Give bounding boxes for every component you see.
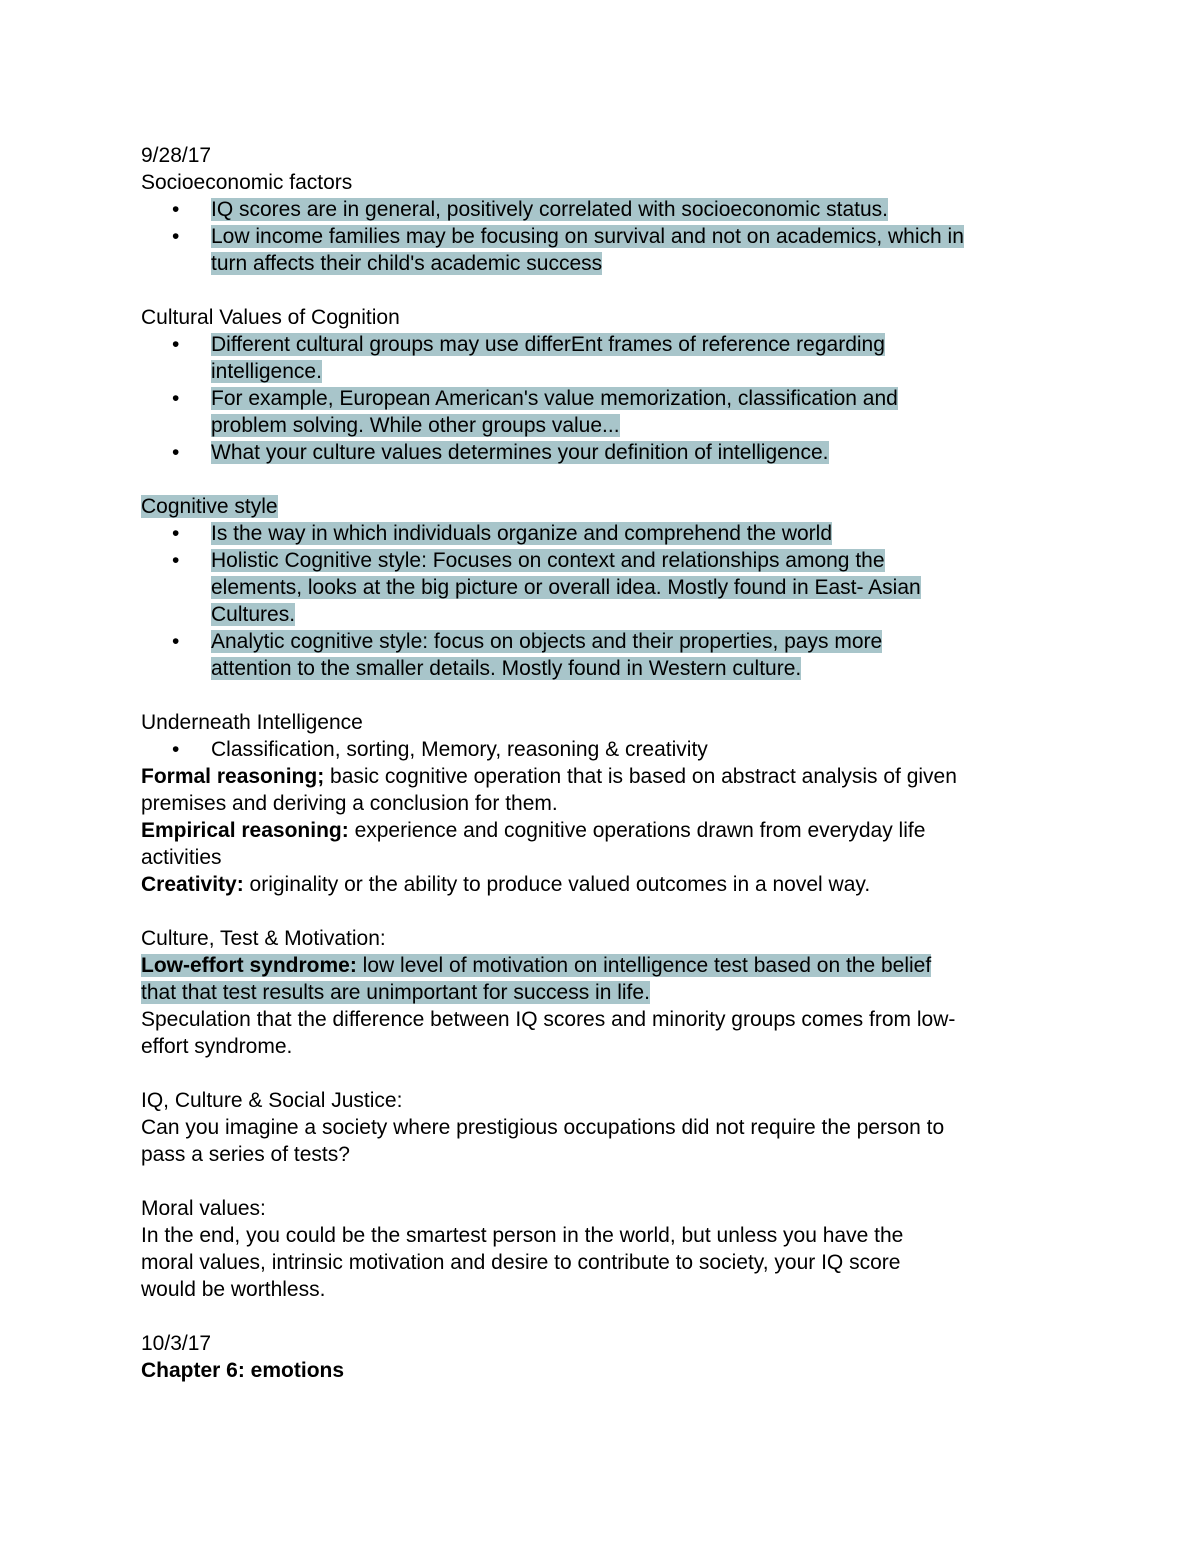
term-definition: originality or the ability to produce valued outcomes in a novel way. [243, 873, 871, 896]
term-label: Empirical reasoning: [141, 819, 349, 842]
term-label: Creativity: [141, 873, 244, 896]
term-label: Low-effort syndrome: [141, 954, 357, 977]
list-item [141, 547, 1071, 628]
paragraph-text: pass a series of tests? [141, 1143, 350, 1166]
highlighted-text: What your culture values determines your definition of intelligence. [211, 441, 829, 464]
list-item [141, 385, 1071, 439]
highlighted-text: Is the way in which individuals organize and comprehend the world [211, 522, 833, 545]
bullet-list-cognitive-style [141, 520, 1071, 682]
paragraph-text: Can you imagine a society where prestigious occupations did not require the person to [141, 1116, 945, 1139]
term-definition-continued: premises and deriving a conclusion for them. [141, 792, 558, 815]
list-item [141, 196, 1071, 223]
highlighted-text: Different cultural groups may use differEnt frames of reference regarding [211, 333, 885, 356]
term-low-effort-syndrome [141, 952, 1071, 979]
list-item [141, 520, 1071, 547]
section-heading-iq-culture-social-justice: IQ, Culture & Social Justice: [141, 1089, 403, 1112]
highlighted-text: problem solving. While other groups value... [211, 414, 620, 437]
list-item [141, 439, 1071, 466]
chapter-heading: Chapter 6: emotions [141, 1359, 345, 1382]
highlighted-text: intelligence. [211, 360, 322, 383]
bullet-list-underneath-intelligence [141, 736, 1071, 763]
bullet-list-socioeconomic [141, 196, 1071, 277]
highlighted-text: For example, European American's value memorization, classification and [211, 387, 898, 410]
highlighted-text: Low income families may be focusing on survival and not on academics, which in [211, 225, 964, 248]
highlighted-text: attention to the smaller details. Mostly found in Western culture. [211, 657, 802, 680]
list-item [141, 628, 1071, 682]
paragraph-text: Speculation that the difference between IQ scores and minority groups comes from low- [141, 1008, 956, 1031]
list-item-text: Classification, sorting, Memory, reasoning & creativity [211, 738, 708, 761]
bullet-list-cultural-values [141, 331, 1071, 466]
paragraph-text: would be worthless. [141, 1278, 326, 1301]
document-page [141, 142, 1071, 1384]
highlighted-text: Analytic cognitive style: focus on objects and their properties, pays more [211, 630, 883, 653]
term-creativity [141, 871, 1071, 898]
term-definition: basic cognitive operation that is based on abstract analysis of given [324, 765, 957, 788]
term-label: Formal reasoning; [141, 765, 325, 788]
section-heading-moral-values: Moral values: [141, 1197, 266, 1220]
list-item [141, 331, 1071, 385]
paragraph-text: moral values, intrinsic motivation and desire to contribute to society, your IQ score [141, 1251, 901, 1274]
date-header: 9/28/17 [141, 144, 212, 167]
term-formal-reasoning [141, 763, 1071, 790]
highlighted-text: Cultures. [211, 603, 296, 626]
section-heading-socioeconomic: Socioeconomic factors [141, 171, 353, 194]
list-item [141, 736, 1071, 763]
term-definition: low level of motivation on intelligence test based on the belief [356, 954, 932, 977]
section-heading-cognitive-style: Cognitive style [141, 495, 278, 518]
section-heading-cultural-values: Cultural Values of Cognition [141, 306, 400, 329]
highlighted-text: Holistic Cognitive style: Focuses on context and relationships among the [211, 549, 885, 572]
highlighted-text: IQ scores are in general, positively correlated with socioeconomic status. [211, 198, 888, 221]
term-definition-continued: activities [141, 846, 222, 869]
section-heading-underneath-intelligence: Underneath Intelligence [141, 711, 363, 734]
term-definition-continued: that that test results are unimportant for success in life. [141, 981, 650, 1004]
term-definition: experience and cognitive operations drawn from everyday life [348, 819, 926, 842]
list-item [141, 223, 1071, 277]
term-empirical-reasoning [141, 817, 1071, 844]
date-header: 10/3/17 [141, 1332, 212, 1355]
section-heading-culture-test-motivation: Culture, Test & Motivation: [141, 927, 386, 950]
paragraph-text: effort syndrome. [141, 1035, 293, 1058]
highlighted-text: turn affects their child's academic success [211, 252, 603, 275]
highlighted-text: elements, looks at the big picture or overall idea. Mostly found in East- Asian [211, 576, 921, 599]
paragraph-text: In the end, you could be the smartest person in the world, but unless you have the [141, 1224, 904, 1247]
